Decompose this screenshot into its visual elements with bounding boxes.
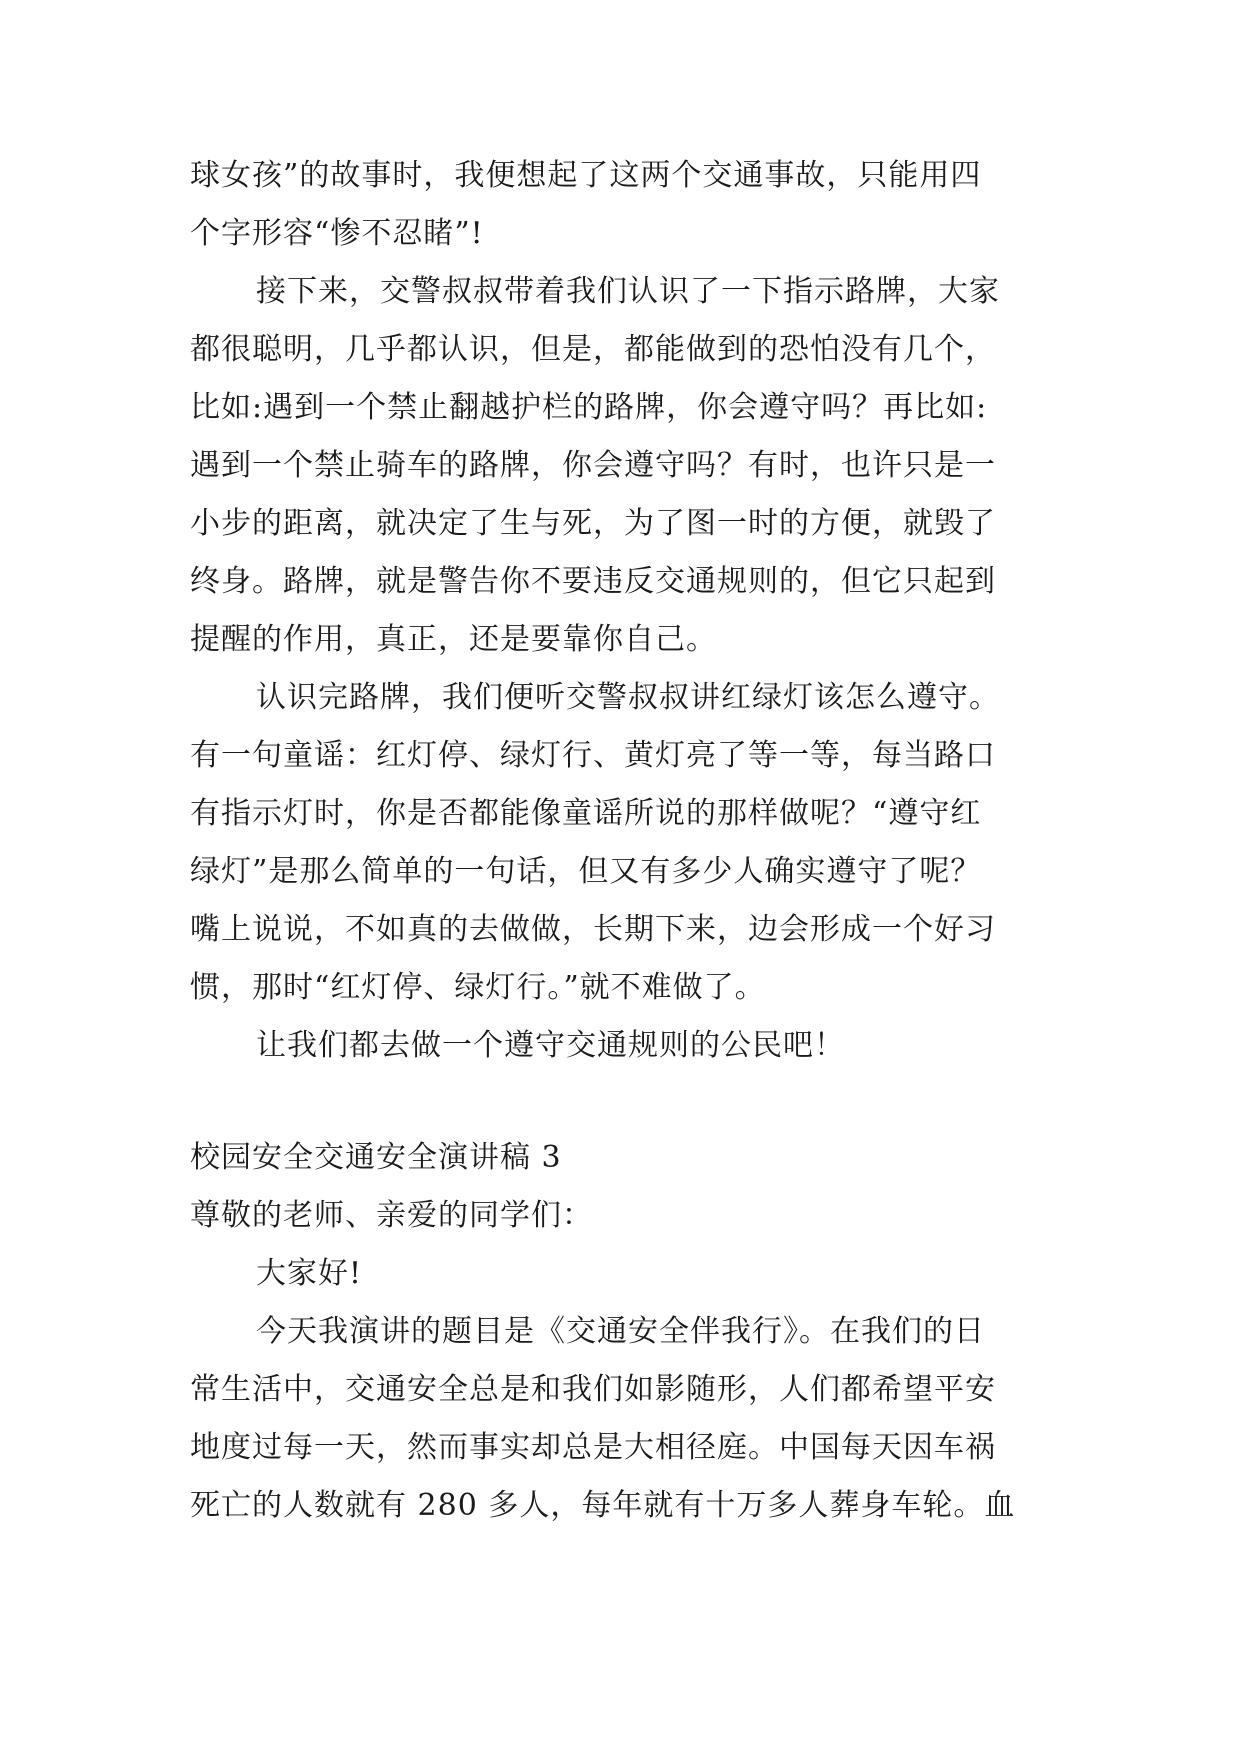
salutation: 尊敬的老师、亲爱的同学们：: [190, 1198, 593, 1233]
paragraph-line: 绿灯”是那么简单的一句话，但又有多少人确实遵守了呢？: [190, 854, 982, 889]
paragraph-line: 提醒的作用，真正，还是要靠你自己。: [190, 622, 717, 657]
paragraph-line: 嘴上说说，不如真的去做做，长期下来，边会形成一个好习: [190, 912, 996, 947]
paragraph-line: 地度过每一天，然而事实却总是大相径庭。中国每天因车祸: [190, 1430, 996, 1465]
paragraph-line: 今天我演讲的题目是《交通安全伴我行》。在我们的日: [256, 1314, 985, 1349]
section-title: 校园安全交通安全演讲稿 3: [190, 1140, 562, 1175]
paragraph-line: 个字形容“惨不忍睹”!: [190, 216, 484, 251]
paragraph-line: 比如:遇到一个禁止翻越护栏的路牌，你会遵守吗？再比如:: [190, 390, 988, 425]
greeting: 大家好!: [256, 1256, 363, 1291]
paragraph-line: 遇到一个禁止骑车的路牌，你会遵守吗？有时，也许只是一: [190, 448, 996, 483]
paragraph-line: 死亡的人数就有 280 多人，每年就有十万多人葬身车轮。血: [190, 1488, 1016, 1523]
paragraph-line: 都很聪明，几乎都认识，但是，都能做到的恐怕没有几个，: [190, 332, 996, 367]
paragraph-line: 球女孩”的故事时，我便想起了这两个交通事故，只能用四: [190, 158, 982, 193]
paragraph-line: 认识完路牌，我们便听交警叔叔讲红绿灯该怎么遵守。: [256, 680, 1000, 715]
paragraph-line: 小步的距离，就决定了生与死，为了图一时的方便，就毁了: [190, 506, 996, 541]
paragraph-line: 有指示灯时，你是否都能像童谣所说的那样做呢？“遵守红: [190, 796, 982, 831]
paragraph-line: 惯，那时“红灯停、绿灯行。”就不难做了。: [190, 970, 766, 1005]
paragraph-line: 接下来，交警叔叔带着我们认识了一下指示路牌，大家: [256, 274, 1000, 309]
paragraph-line: 有一句童谣：红灯停、绿灯行、黄灯亮了等一等，每当路口: [190, 738, 996, 773]
paragraph-line: 常生活中，交通安全总是和我们如影随形，人们都希望平安: [190, 1372, 996, 1407]
paragraph-line: 终身。路牌，就是警告你不要违反交通规则的，但它只起到: [190, 564, 996, 599]
paragraph-line: 让我们都去做一个遵守交通规则的公民吧！: [256, 1028, 845, 1063]
